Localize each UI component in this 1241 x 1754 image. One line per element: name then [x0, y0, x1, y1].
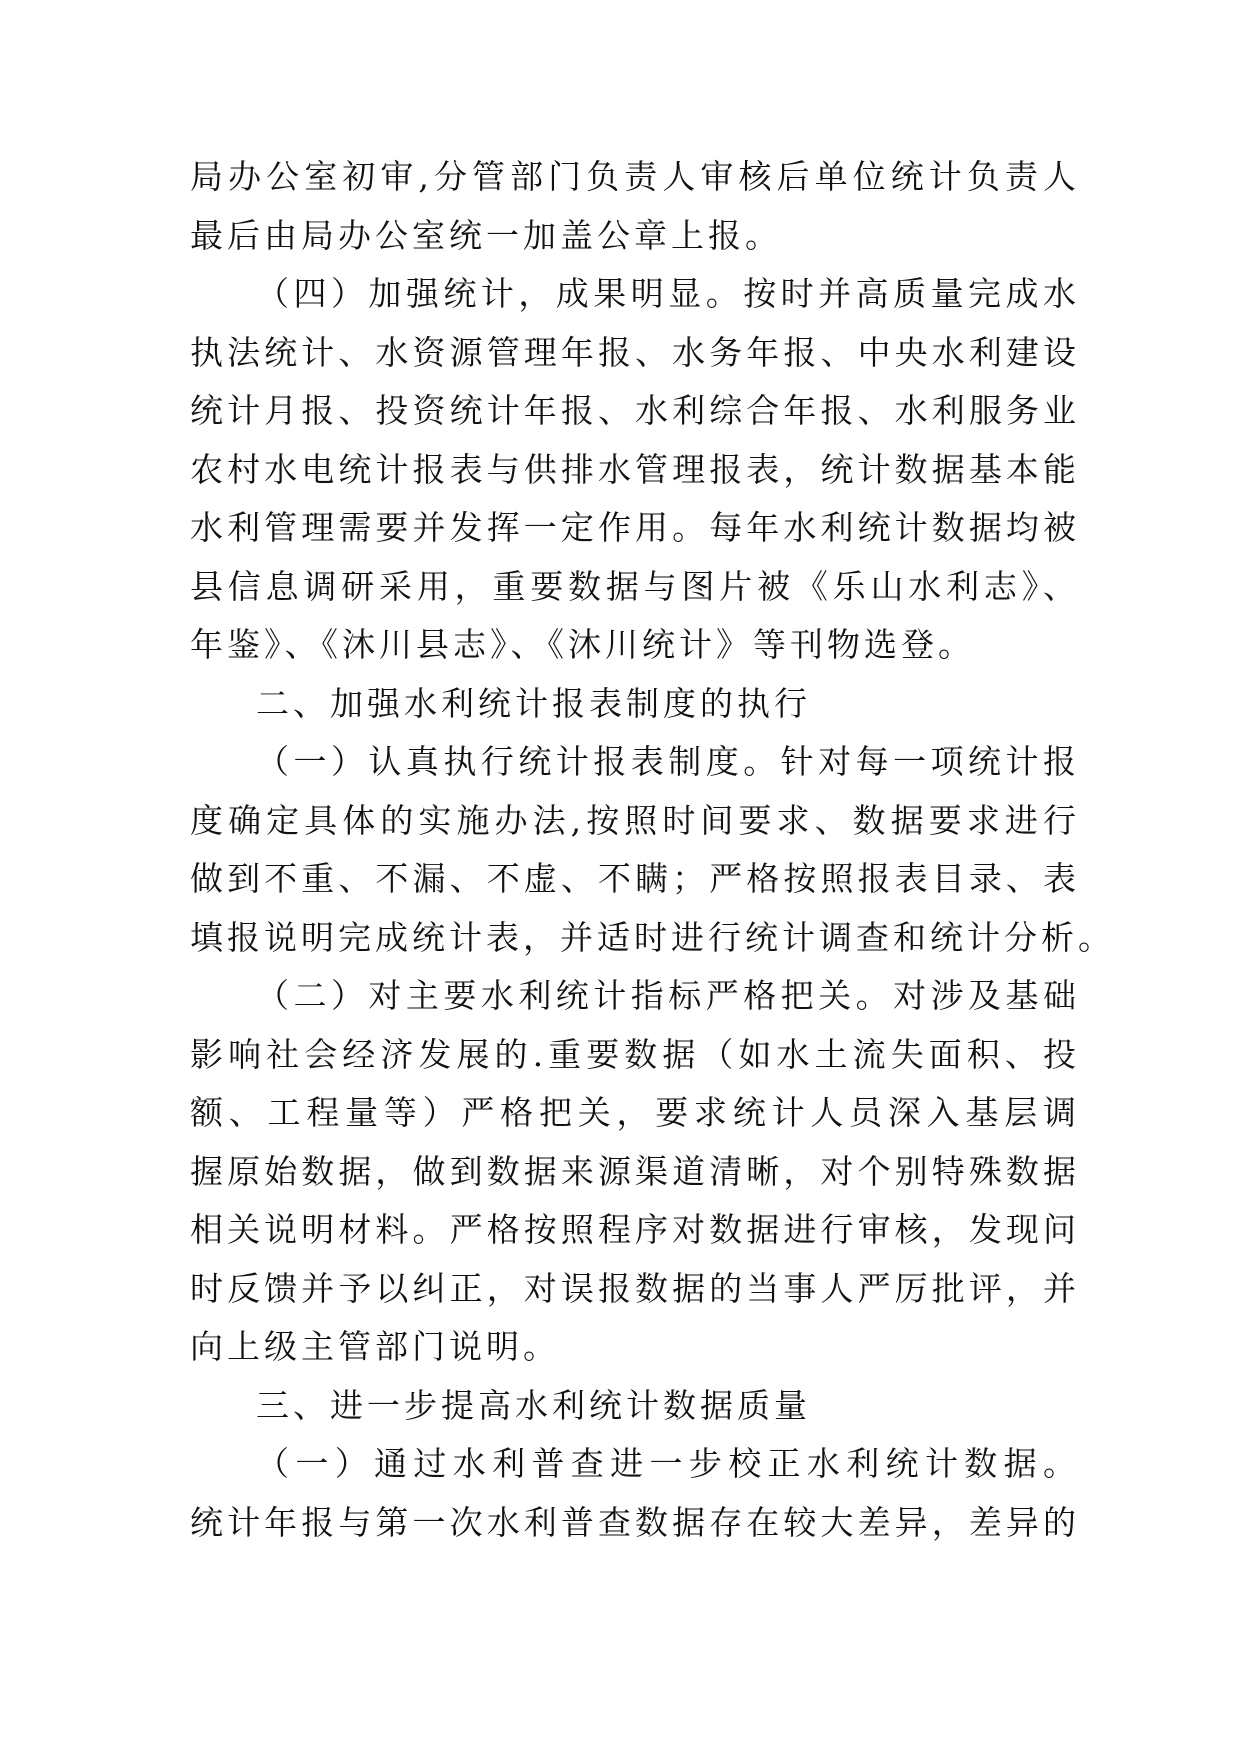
paragraph-line: 最后由局办公室统一加盖公章上报。 — [190, 215, 782, 255]
paragraph-line: 统计年报与第一次水利普查数据存在较大差异，差异的 — [190, 1502, 1080, 1542]
paragraph-line: 度确定具体的实施办法,按照时间要求、数据要求进行 — [190, 800, 1080, 840]
paragraph-line: 时反馈并予以纠正，对误报数据的当事人严厉批评，并 — [190, 1268, 1080, 1308]
section-heading: 二、加强水利统计报表制度的执行 — [256, 683, 811, 723]
paragraph-line: 影响社会经济发展的.重要数据（如水土流失面积、投 — [190, 1034, 1080, 1074]
paragraph-line: 握原始数据，做到数据来源渠道清晰，对个别特殊数据 — [190, 1151, 1080, 1191]
paragraph-line: 年鉴》、《沐川县志》、《沐川统计》等刊物选登。 — [190, 625, 975, 664]
paragraph-line: 相关说明材料。严格按照程序对数据进行审核，发现问 — [190, 1210, 1080, 1249]
paragraph-line: 统计月报、投资统计年报、水利综合年报、水利服务业 — [190, 391, 1080, 430]
paragraph-line: 县信息调研采用，重要数据与图片被《乐山水利志》、 — [190, 566, 1080, 606]
paragraph-line: （一）认真执行统计报表制度。针对每一项统计报 — [256, 742, 1080, 781]
paragraph-line: 额、工程量等）严格把关，要求统计人员深入基层调 — [190, 1093, 1080, 1132]
section-heading: 三、进一步提高水利统计数据质量 — [256, 1385, 811, 1425]
paragraph-line: 执法统计、水资源管理年报、水务年报、中央水利建设 — [190, 332, 1080, 372]
paragraph-line: 填报说明完成统计表，并适时进行统计调查和统计分析。 — [190, 917, 1115, 957]
paragraph-line: 农村水电统计报表与供排水管理报表，统计数据基本能 — [190, 449, 1080, 489]
paragraph-line: 做到不重、不漏、不虚、不瞒；严格按照报表目录、表 — [190, 859, 1080, 898]
paragraph-line: 向上级主管部门说明。 — [190, 1327, 560, 1366]
paragraph-line: （二）对主要水利统计指标严格把关。对涉及基础 — [256, 976, 1080, 1015]
paragraph-line: 水利管理需要并发挥一定作用。每年水利统计数据均被 — [190, 508, 1080, 547]
paragraph-line: 局办公室初审,分管部门负责人审核后单位统计负责人 — [190, 157, 1080, 196]
paragraph-line: （一）通过水利普查进一步校正水利统计数据。 — [256, 1444, 1080, 1483]
document-body — [190, 148, 1115, 1552]
paragraph-line: （四）加强统计，成果明显。按时并高质量完成水 — [256, 274, 1080, 313]
